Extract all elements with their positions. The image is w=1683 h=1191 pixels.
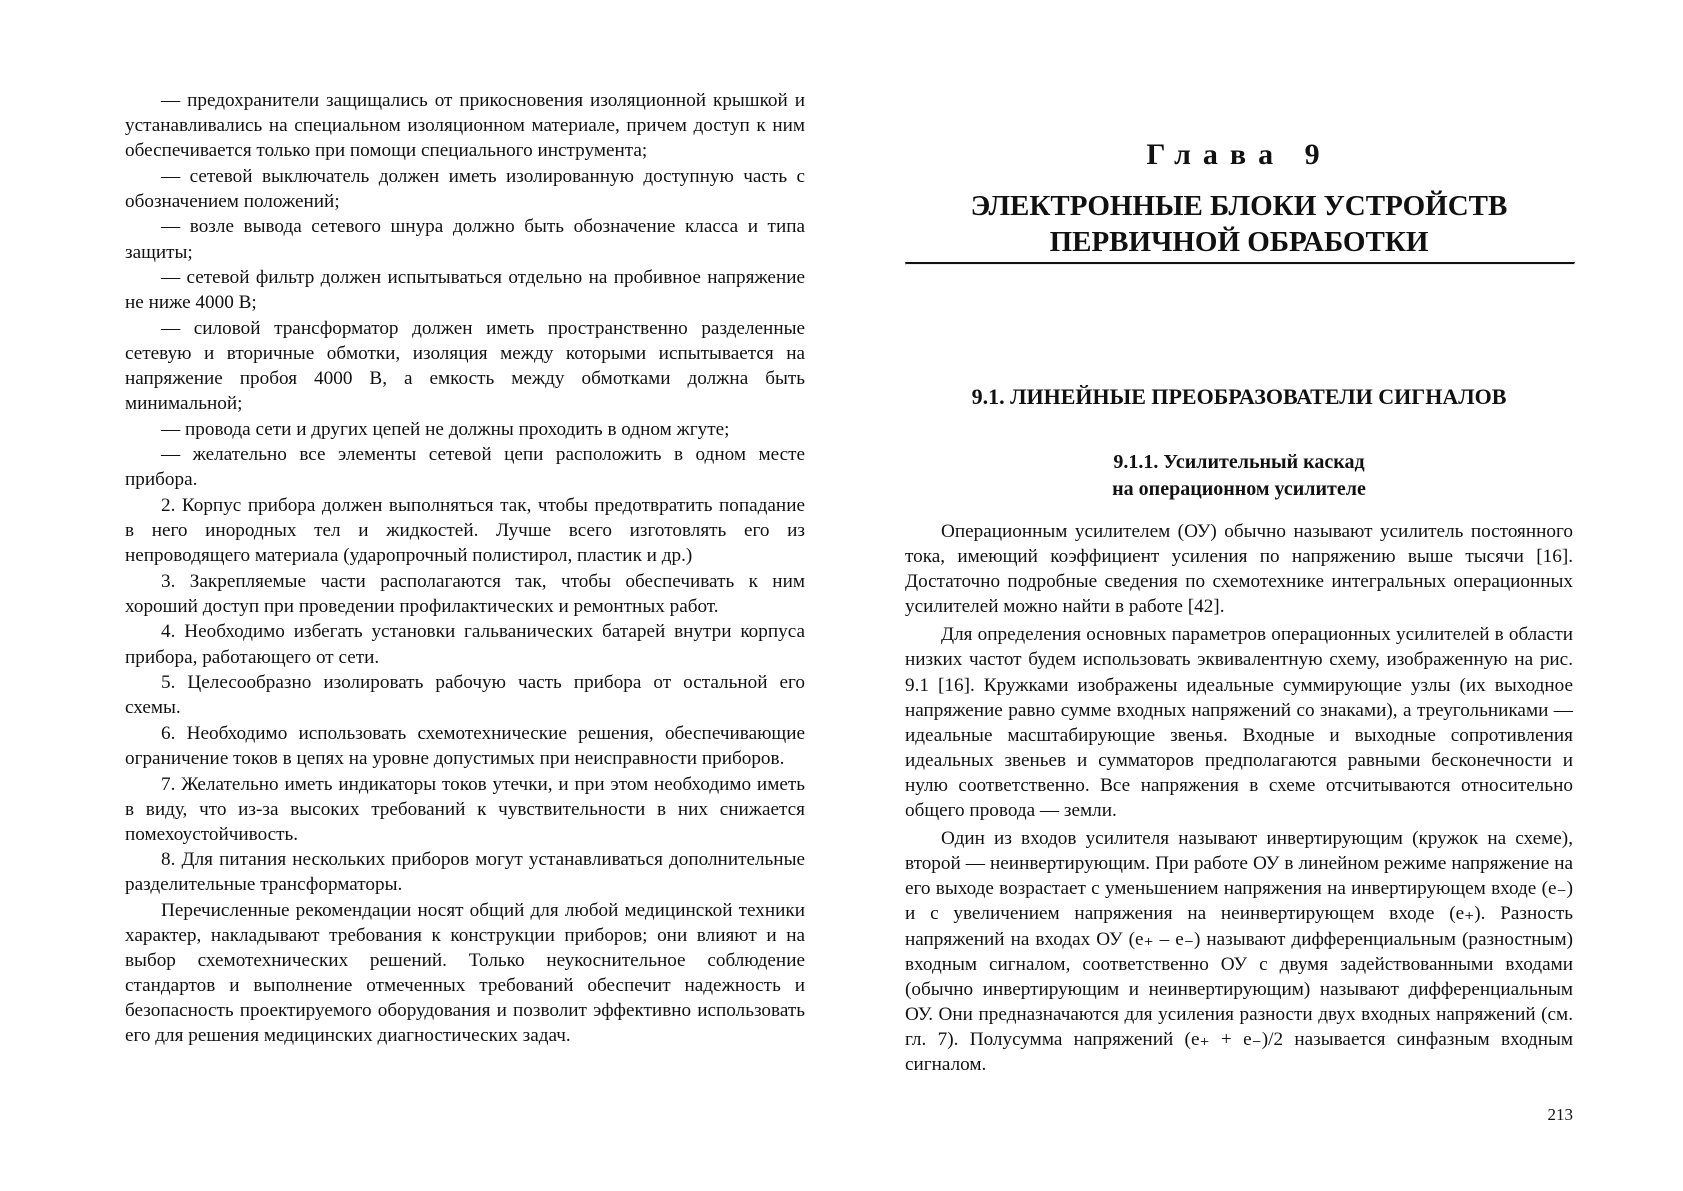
chapter-divider: [905, 262, 1575, 265]
left-paragraph: 2. Корпус прибора должен выполняться так, чтобы предотвратить попадание в него инородных тел и жидкостей. Лучше всего изготовлять его из непроводящего материала (ударопрочный полистирол, пластик и др.): [125, 495, 805, 567]
left-paragraph: — сетевой фильтр должен испытываться отдельно на пробивное напряжение не ниже 4000 В;: [125, 267, 805, 314]
left-paragraph: 7. Желательно иметь индикаторы токов утечки, и при этом необходимо иметь в виду, что из-за высоких требований к чувствительности в них снижается помехоустойчивость.: [125, 773, 805, 845]
left-paragraph: — провода сети и других цепей не должны проходить в одном жгуте;: [161, 418, 730, 440]
subsection-title-line1: 9.1.1. Усилительный каскад: [1113, 451, 1365, 473]
subsection-title-line2: на операционном усилителе: [1112, 478, 1366, 500]
right-paragraph: Один из входов усилителя называют инвертирующим (кружок на схеме), второй — неинвертирующим. При работе ОУ в линейном режиме напряжение на его выходе возрастает с уменьшением напряжения на инвертирующем входе (e₋) и с увеличением напряжения на неинвертирующем входе (e₊). Разность напряжений на входах ОУ (e₊ – e₋) называют дифференциальным (разностным) входным сигналом, соответственно ОУ с двумя задействованными входами (обычно инвертирующим и неинвертирующим) называют дифференциальным ОУ. Они предназначаются для усиления разности двух входных напряжений (см. гл. 7). Полусумма напряжений (e₊ + e₋)/2 называется синфазным входным сигналом.: [905, 828, 1573, 1075]
left-paragraph: 6. Необходимо использовать схемотехнические решения, обеспечивающие ограничение токов в цепях на уровне допустимых при неисправности приборов.: [125, 722, 805, 769]
chapter-title: [905, 188, 1573, 260]
chapter-label: Глава 9: [1146, 138, 1332, 171]
left-paragraph: — сетевой выключатель должен иметь изолированную доступную часть с обозначением положений;: [125, 165, 805, 212]
left-paragraph: Перечисленные рекомендации носят общий для любой медицинской техники характер, накладывают требования к конструкции приборов; они влияют и на выбор схемотехнических решений. Только неукоснительное соблюдение стандартов и выполнение отмеченных требований обеспечит надежность и безопасность проектируемого оборудования и позволит эффективно использовать его для решения медицинских диагностических задач.: [125, 900, 805, 1047]
chapter-title-line1: ЭЛЕКТРОННЫЕ БЛОКИ УСТРОЙСТВ: [970, 190, 1508, 222]
right-paragraph: Операционным усилителем (ОУ) обычно называют усилитель постоянного тока, имеющий коэффициент усиления по напряжению выше тысячи [16]. Достаточно подробные сведения по схемотехнике интегральных операционных усилителей можно найти в работе [42].: [905, 521, 1573, 618]
left-paragraph: — силовой трансформатор должен иметь пространственно разделенные сетевую и вторичные обмотки, изоляция между которыми испытывается на напряжение пробоя 4000 В, а емкость между обмотками должна быть минимальной;: [125, 317, 805, 415]
left-paragraph: 5. Целесообразно изолировать рабочую часть прибора от остальной его схемы.: [125, 672, 805, 719]
left-paragraph: — желательно все элементы сетевой цепи расположить в одном месте прибора.: [125, 444, 805, 491]
right-body: [905, 519, 1573, 1080]
left-paragraph: — возле вывода сетевого шнура должно быть обозначение класса и типа защиты;: [125, 216, 805, 263]
right-page: [905, 0, 1573, 1191]
left-page: [125, 88, 805, 1049]
left-paragraph: 3. Закрепляемые части располагаются так, чтобы обеспечивать к ним хороший доступ при проведении профилактических и ремонтных работ.: [125, 570, 805, 617]
subsection-title: [905, 449, 1573, 503]
left-paragraph: 8. Для питания нескольких приборов могут устанавливаться дополнительные разделительные трансформаторы.: [125, 849, 805, 896]
section-title: 9.1. ЛИНЕЙНЫЕ ПРЕОБРАЗОВАТЕЛИ СИГНАЛОВ: [971, 384, 1507, 409]
left-paragraph: — предохранители защищались от прикосновения изоляционной крышкой и устанавливались на специальном изоляционном материале, причем доступ к ним обеспечивается только при помощи специального инструмента;: [125, 90, 805, 162]
page-number: 213: [1547, 1105, 1573, 1124]
chapter-title-line2: ПЕРВИЧНОЙ ОБРАБОТКИ: [1049, 226, 1429, 258]
right-paragraph: Для определения основных параметров операционных усилителей в области низких частот будем использовать эквивалентную схему, изображенную на рис. 9.1 [16]. Кружками изображены идеальные суммирующие узлы (их выходное напряжение равно сумме входных напряжений со знаками), а треугольниками — идеальные масштабирующие звенья. Входные и выходные сопротивления идеальных звеньев и сумматоров предполагаются равными бесконечности и нулю соответственно. Все напряжения в схеме отсчитываются относительно общего провода — земли.: [905, 624, 1573, 822]
left-paragraph: 4. Необходимо избегать установки гальванических батарей внутри корпуса прибора, работающего от сети.: [125, 621, 805, 668]
